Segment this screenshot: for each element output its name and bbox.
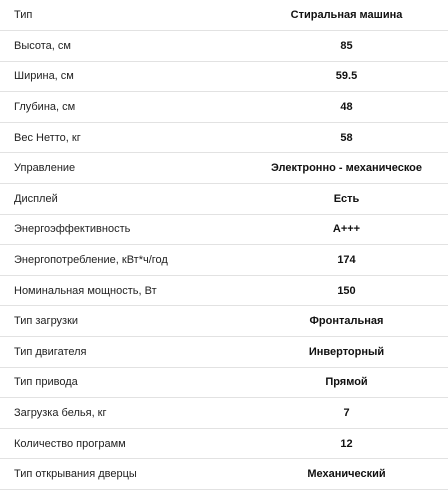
spec-value: 174: [337, 254, 356, 267]
spec-value: Стиральная машина: [290, 9, 403, 22]
spec-row-drive-type: [0, 367, 448, 398]
spec-value-cell: [269, 245, 448, 276]
spec-value-cell: [269, 459, 448, 490]
spec-label: Дисплей: [14, 192, 58, 205]
spec-value-cell: [269, 184, 448, 215]
spec-row-door-opening: [0, 459, 448, 490]
spec-value-cell: [269, 61, 448, 92]
spec-label: Ширина, см: [14, 70, 74, 83]
spec-label: Тип привода: [14, 376, 78, 389]
spec-label: Энергопотребление, кВт*ч/год: [14, 254, 168, 267]
spec-label: Энергоэффективность: [14, 223, 131, 236]
spec-value: 150: [337, 284, 356, 297]
spec-row-rated-power: [0, 275, 448, 306]
spec-value: Есть: [333, 192, 360, 205]
spec-value-cell: [269, 398, 448, 429]
spec-row-energy-consumption: [0, 245, 448, 276]
spec-row-control: [0, 153, 448, 184]
spec-value: 59.5: [335, 70, 358, 83]
spec-label: Высота, см: [14, 39, 71, 52]
spec-row-display: [0, 184, 448, 215]
spec-row-height: [0, 31, 448, 62]
spec-value: Прямой: [325, 376, 368, 389]
spec-value: Инверторный: [308, 345, 385, 358]
spec-value-cell: [269, 122, 448, 153]
spec-label: Загрузка белья, кг: [14, 407, 107, 420]
spec-label: Тип: [14, 9, 33, 22]
spec-label: Тип двигателя: [14, 345, 87, 358]
spec-value: Механический: [307, 468, 386, 481]
spec-value-cell: [269, 275, 448, 306]
spec-value: A+++: [332, 223, 361, 236]
spec-row-loading-type: [0, 306, 448, 337]
spec-value: 12: [340, 437, 353, 450]
spec-label: Управление: [14, 162, 76, 175]
spec-row-depth: [0, 92, 448, 123]
spec-value-cell: [269, 31, 448, 62]
spec-value-cell: [269, 0, 448, 31]
spec-row-net-weight: [0, 122, 448, 153]
spec-label: Глубина, см: [14, 101, 76, 114]
spec-value-cell: [269, 153, 448, 184]
spec-value: 58: [340, 131, 353, 144]
spec-row-motor-type: [0, 337, 448, 368]
spec-label: Тип открывания дверцы: [14, 468, 137, 481]
spec-value-cell: [269, 306, 448, 337]
spec-value: 48: [340, 101, 353, 114]
spec-value-cell: [269, 214, 448, 245]
spec-row-type: [0, 0, 448, 31]
spec-value: Электронно - механическое: [270, 162, 423, 175]
spec-row-laundry-load: [0, 398, 448, 429]
spec-value: 85: [340, 39, 353, 52]
spec-label: Тип загрузки: [14, 315, 79, 328]
spec-row-width: [0, 61, 448, 92]
spec-value: Фронтальная: [309, 315, 384, 328]
spec-value-cell: [269, 92, 448, 123]
spec-row-program-count: [0, 428, 448, 459]
spec-value-cell: [269, 428, 448, 459]
spec-value-cell: [269, 367, 448, 398]
spec-row-energy-efficiency: [0, 214, 448, 245]
spec-value-cell: [269, 337, 448, 368]
spec-label: Номинальная мощность, Вт: [14, 284, 157, 297]
spec-label: Вес Нетто, кг: [14, 131, 81, 144]
spec-value: 7: [343, 407, 350, 420]
spec-label: Количество программ: [14, 437, 126, 450]
